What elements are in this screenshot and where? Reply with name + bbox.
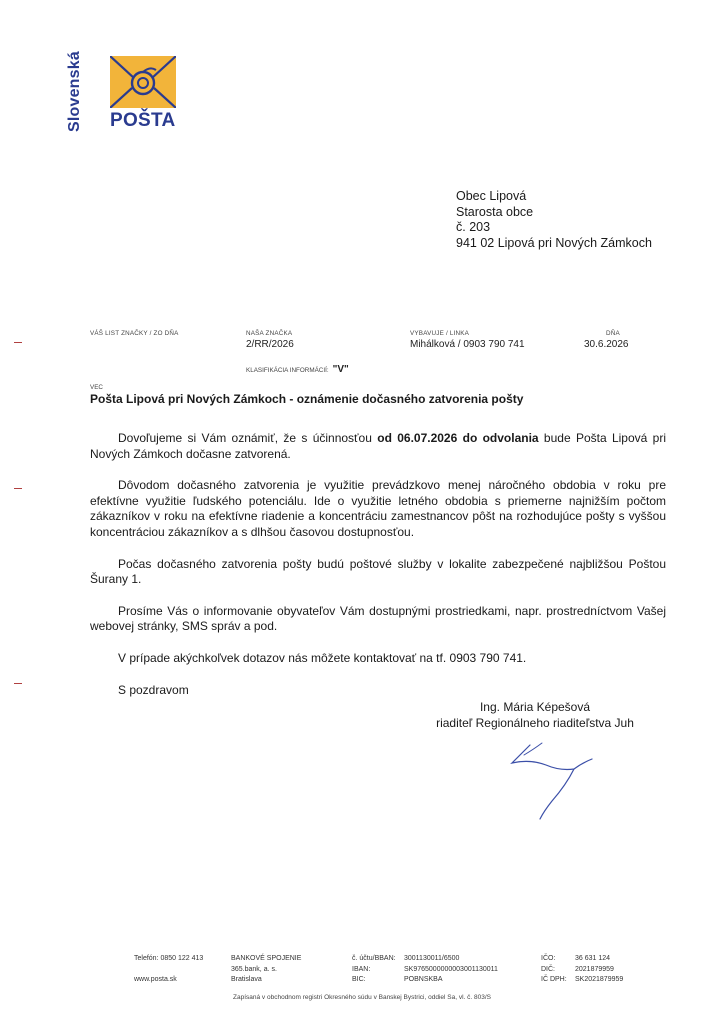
signatory-name: Ing. Mária Képešová [479, 700, 591, 714]
effective-date-emphasis: od 06.07.2026 do odvolania [377, 431, 539, 445]
recipient-line: Starosta obce [456, 204, 534, 219]
subject-line: Pošta Lipová pri Nových Zámkoch - oznámenie dočasného zatvorenia pošty [90, 392, 524, 406]
classification-value: "V" [332, 364, 349, 375]
footer-web: www.posta.sk [134, 975, 177, 983]
footer-company-values [575, 954, 623, 986]
footer-contact [134, 954, 203, 985]
footer-bank-name: 365.bank, a. s. [231, 965, 277, 973]
body-paragraph: V prípade akýchkoľvek dotazov nás môžete kontaktovať na tf. 0903 790 741. [118, 650, 527, 665]
footer-account-labels [352, 954, 396, 986]
recipient-line: 941 02 Lipová pri Nových Zámkoch [456, 235, 652, 250]
handwritten-signature [500, 735, 600, 825]
recipient-address [456, 189, 652, 251]
subject-label: VEC [90, 384, 103, 391]
body-text-span: bude Pošta Lipová pri Nových Zámkoch dočasne zatvorená. [90, 431, 666, 461]
footer-phone: Telefón: 0850 122 413 [134, 955, 204, 962]
footer-dic-value: 2021879959 [575, 965, 614, 973]
body-paragraph: Prosíme Vás o informovanie obyvateľov Vám dostupnými prostriedkami, napr. prostredníctvom Vašej webovej stránky, SMS správ a pod. [90, 603, 666, 634]
footer-iban-label: IBAN: [352, 965, 371, 973]
date-label: DŇA [606, 330, 620, 337]
your-ref-label: VÁŠ LIST ZNAČKY / ZO DŇA [90, 330, 179, 337]
our-ref-value: 2/RR/2026 [246, 339, 294, 350]
footer-ico-value: 36 631 124 [575, 955, 611, 962]
footer-bank [231, 954, 301, 986]
body-text-span: Dovoľujeme si Vám oznámiť, že s účinnosťou [118, 431, 378, 445]
footer-company-labels [541, 954, 567, 986]
footer-bank-label: BANKOVÉ SPOJENIE [231, 955, 302, 962]
logo-wordmark-vertical: Slovenská [66, 51, 83, 132]
footer-dic-label: DIČ: [541, 965, 555, 973]
logo-wordmark: POŠTA [110, 110, 176, 131]
letter-body [90, 431, 666, 714]
footer-account-values [404, 954, 498, 986]
closing-salutation: S pozdravom [118, 682, 189, 697]
handler-value: Mihálková / 0903 790 741 [410, 339, 525, 350]
post-horn-logo-icon [110, 56, 176, 108]
fold-mark [14, 683, 22, 684]
handler-label: VYBAVUJE / LINKA [410, 330, 470, 337]
footer-iban-value: SK9765000000003001130011 [404, 965, 498, 973]
footer-bank-city: Bratislava [231, 976, 262, 983]
body-paragraph [90, 431, 666, 462]
registry-note: Zapísaná v obchodnom registri Okresného súdu v Banskej Bystrici, oddiel Sa, vl. č. 803/S [233, 994, 491, 1001]
fold-mark [14, 488, 22, 489]
footer-icdph-label: IČ DPH: [541, 976, 567, 983]
body-paragraph: Počas dočasného zatvorenia pošty budú poštové služby v lokalite zabezpečené najbližšou Poštou Šurany 1. [90, 556, 666, 587]
signatory-title: riaditeľ Regionálneho riaditeľstva Juh [436, 716, 634, 730]
fold-mark [14, 342, 22, 343]
footer-ico-label: IČO: [541, 955, 556, 962]
date-value: 30.6.2026 [584, 339, 629, 350]
our-ref-label: NAŠA ZNAČKA [246, 330, 293, 337]
recipient-line: Obec Lipová [456, 189, 527, 203]
classification-label: KLASIFIKÁCIA INFORMÁCIÍ: [246, 367, 329, 374]
footer-bic-label: BIC: [352, 976, 366, 983]
classification [246, 364, 349, 375]
recipient-line: č. 203 [456, 220, 491, 234]
body-paragraph: Dôvodom dočasného zatvorenia je využitie prevádzkovo menej náročného obdobia v roku pre efektívne využitie ľudského potenciálu. Ide o využitie letného obdobia s priemerne najnižším počtom zákazníkov v roku na efektívne riadenie a koncentráciu zamestnancov pôšt na rozhodujúce pošty s vyššou koncentráciou zákazníkov a s dlhšou časovou dostupnosťou. [90, 478, 666, 539]
footer-icdph-value: SK2021879959 [575, 976, 624, 983]
footer-account-value: 3001130011/6500 [404, 955, 460, 962]
footer-account-label: č. účtu/BBAN: [352, 955, 396, 962]
footer-bic-value: POBNSKBA [404, 976, 443, 983]
signatory-block [420, 699, 650, 731]
